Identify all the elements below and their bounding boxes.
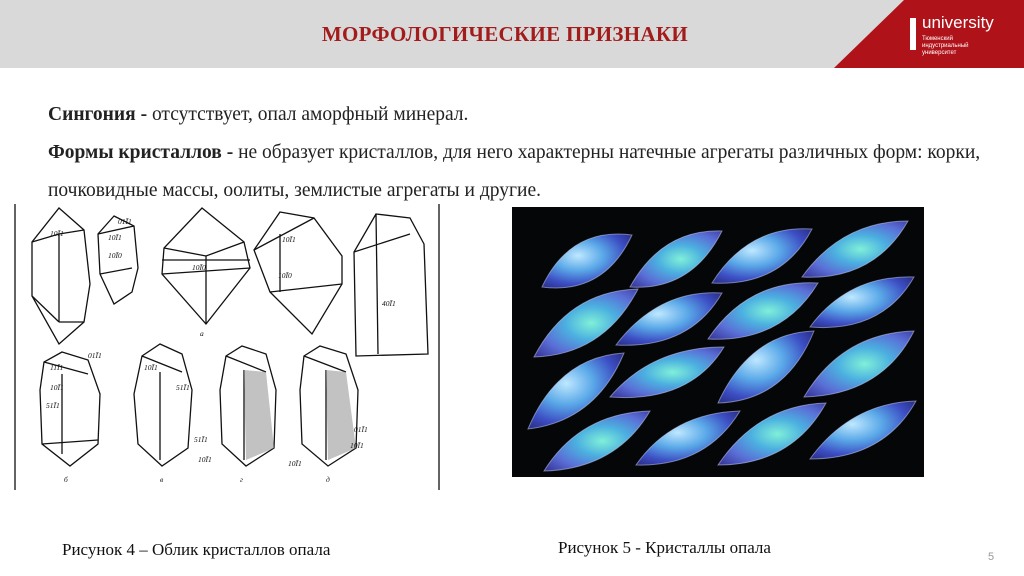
figure-5-caption: Рисунок 5 - Кристаллы опала [558, 538, 771, 557]
label-c6c: 10Ī1 [50, 383, 64, 392]
main-text [10, 96, 1010, 210]
logo-word: university [922, 13, 994, 32]
label-c4b: 10Ī0 [278, 271, 292, 280]
figure-4-crystal-drawings [14, 204, 440, 490]
forms-label: Формы кристаллов - [48, 142, 234, 163]
label-c9b: 10Ī1 [350, 441, 364, 450]
figure-5-opal-photo [512, 207, 924, 477]
label-c2a: 01Ī1 [118, 217, 132, 226]
label-c6d: 51Ī1 [46, 401, 60, 410]
label-sub-a: а [200, 329, 204, 338]
logo-subtitle: Тюменский индустриальный университет [922, 36, 969, 56]
label-c7b: 51Ī1 [176, 383, 190, 392]
label-sub-v: в [160, 475, 164, 484]
syngony-label: Сингония - [48, 104, 148, 125]
syngony-text: отсутствует, опал аморфный минерал. [147, 104, 469, 125]
label-c2b: 10Ī1 [108, 233, 122, 242]
label-c7a: 10Ī1 [144, 363, 158, 372]
header-bar [0, 0, 1024, 68]
slide-title: МОРФОЛОГИЧЕСКИЕ ПРИЗНАКИ [321, 22, 689, 46]
label-sub-b: б [64, 475, 68, 484]
paragraph-crystal-forms [10, 134, 1010, 210]
forms-text: не образует кристаллов, для него характерны натечные агрегаты различных форм: корки, почковидные массы, оолиты, землистые агрегаты и другие. [48, 142, 981, 201]
label-c5: 40Ī1 [382, 299, 396, 308]
label-c4a: 10Ī1 [282, 235, 296, 244]
label-c7d: 10Ī1 [198, 455, 212, 464]
label-c2c: 10Ī0 [108, 251, 122, 260]
figure-4-caption: Рисунок 4 – Облик кристаллов опала [62, 540, 331, 559]
label-sub-g: г [240, 475, 243, 484]
label-c6b: 01Ī1 [88, 351, 102, 360]
label-c6a: 11Ī1 [50, 363, 64, 372]
page-number: 5 [988, 551, 995, 563]
label-c3: 10Ī0 [192, 263, 206, 272]
paragraph-syngony [10, 96, 1010, 134]
label-c9c: 10Ī1 [288, 459, 302, 468]
label-c9a: 01Ī1 [354, 425, 368, 434]
logo-mark-icon [910, 18, 916, 50]
label-c7c: 51Ī1 [194, 435, 208, 444]
label-c1: 10Ī1 [50, 229, 64, 238]
label-sub-d: д [326, 475, 330, 484]
university-logo [910, 14, 1010, 58]
